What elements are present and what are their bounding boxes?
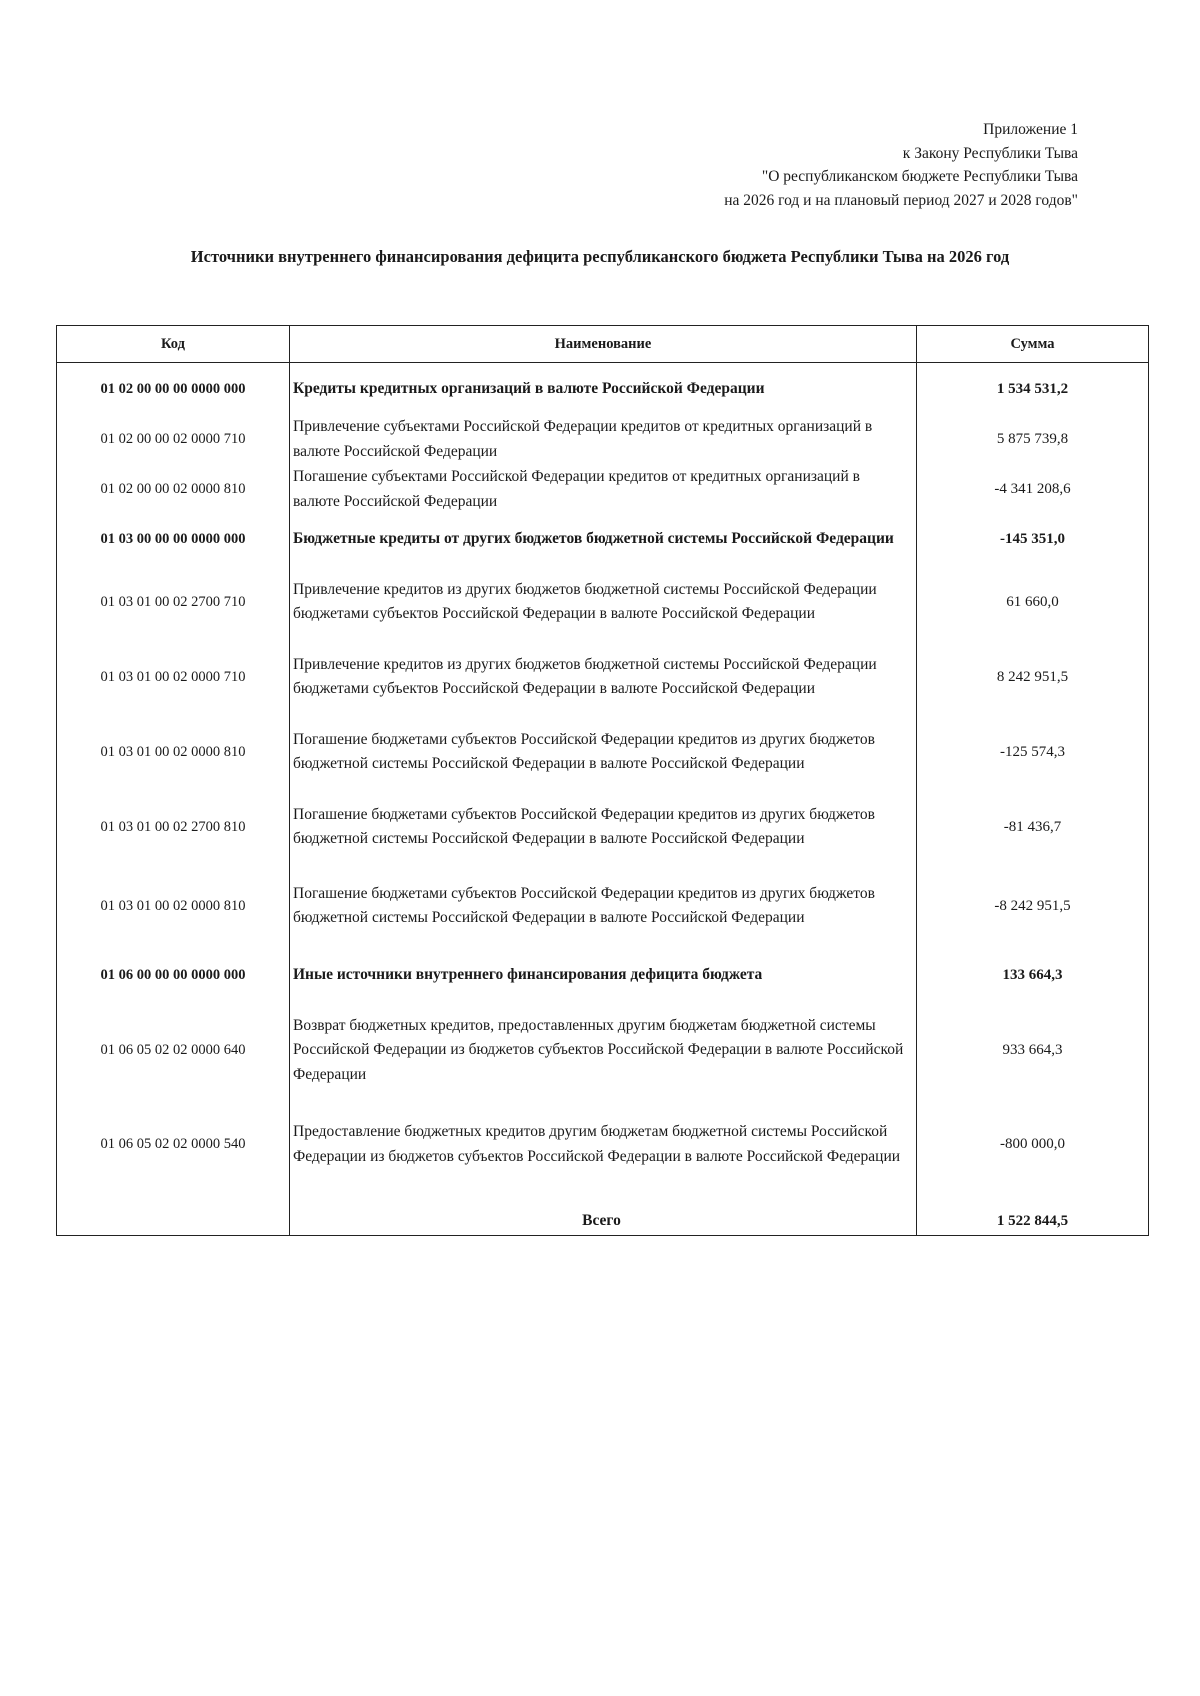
table-row bbox=[57, 1098, 1149, 1192]
table-row bbox=[57, 640, 1149, 715]
table-row bbox=[57, 515, 1149, 565]
appendix-line-2: к Закону Республики Тыва bbox=[902, 144, 1078, 162]
row-sum: -800 000,0 bbox=[917, 1098, 1149, 1192]
row-code: 01 06 05 02 02 0000 640 bbox=[57, 1004, 290, 1098]
table-row bbox=[57, 948, 1149, 1004]
table-total-row bbox=[57, 1192, 1149, 1236]
row-name: Погашение бюджетами субъектов Российской Федерации кредитов из других бюджетов бюджетной системы Российской Федерации в валюте Российской Федерации bbox=[290, 715, 917, 790]
row-code: 01 03 01 00 02 0000 810 bbox=[57, 715, 290, 790]
row-sum: 133 664,3 bbox=[917, 948, 1149, 1004]
total-label: Всего bbox=[290, 1192, 917, 1236]
row-name: Иные источники внутреннего финансирования дефицита бюджета bbox=[290, 948, 917, 1004]
table-row bbox=[57, 565, 1149, 640]
table-row bbox=[57, 715, 1149, 790]
row-sum: 8 242 951,5 bbox=[917, 640, 1149, 715]
row-code: 01 03 01 00 02 0000 710 bbox=[57, 640, 290, 715]
row-sum: -145 351,0 bbox=[917, 515, 1149, 565]
table-row bbox=[57, 865, 1149, 948]
row-code: 01 02 00 00 02 0000 710 bbox=[57, 415, 290, 465]
row-sum: -81 436,7 bbox=[917, 790, 1149, 865]
table-row bbox=[57, 465, 1149, 515]
header-name: Наименование bbox=[290, 326, 917, 363]
row-name: Погашение бюджетами субъектов Российской Федерации кредитов из других бюджетов бюджетной системы Российской Федерации в валюте Российской Федерации bbox=[290, 790, 917, 865]
row-name: Привлечение кредитов из других бюджетов бюджетной системы Российской Федерации бюджетами субъектов Российской Федерации в валюте Российской Федерации bbox=[290, 565, 917, 640]
row-sum: -125 574,3 bbox=[917, 715, 1149, 790]
row-code: 01 02 00 00 02 0000 810 bbox=[57, 465, 290, 515]
row-name: Предоставление бюджетных кредитов другим бюджетам бюджетной системы Российской Федерации из бюджетов субъектов Российской Федерации в валюте Российской Федерации bbox=[290, 1098, 917, 1192]
table-row bbox=[57, 1004, 1149, 1098]
row-code: 01 02 00 00 00 0000 000 bbox=[57, 363, 290, 415]
row-name: Кредиты кредитных организаций в валюте Российской Федерации bbox=[290, 363, 917, 415]
table-row bbox=[57, 790, 1149, 865]
appendix-line-4: на 2026 год и на плановый период 2027 и 2028 годов" bbox=[724, 191, 1078, 209]
row-sum: -4 341 208,6 bbox=[917, 465, 1149, 515]
row-name: Погашение бюджетами субъектов Российской Федерации кредитов из других бюджетов бюджетной системы Российской Федерации в валюте Российской Федерации bbox=[290, 865, 917, 948]
total-code bbox=[57, 1192, 290, 1236]
row-sum: 5 875 739,8 bbox=[917, 415, 1149, 465]
row-code: 01 03 01 00 02 2700 810 bbox=[57, 790, 290, 865]
row-code: 01 06 00 00 00 0000 000 bbox=[57, 948, 290, 1004]
total-sum: 1 522 844,5 bbox=[917, 1192, 1149, 1236]
row-sum: 1 534 531,2 bbox=[917, 363, 1149, 415]
row-name: Погашение субъектами Российской Федерации кредитов от кредитных организаций в валюте Российской Федерации bbox=[290, 465, 917, 515]
header-code: Код bbox=[57, 326, 290, 363]
row-code: 01 03 00 00 00 0000 000 bbox=[57, 515, 290, 565]
row-code: 01 03 01 00 02 2700 710 bbox=[57, 565, 290, 640]
row-name: Привлечение субъектами Российской Федерации кредитов от кредитных организаций в валюте Российской Федерации bbox=[290, 415, 917, 465]
row-sum: 933 664,3 bbox=[917, 1004, 1149, 1098]
row-name: Привлечение кредитов из других бюджетов бюджетной системы Российской Федерации бюджетами субъектов Российской Федерации в валюте Российской Федерации bbox=[290, 640, 917, 715]
row-name: Бюджетные кредиты от других бюджетов бюджетной системы Российской Федерации bbox=[290, 515, 917, 565]
table-header-row bbox=[57, 326, 1149, 363]
appendix-line-1: Приложение 1 bbox=[983, 121, 1078, 138]
row-sum: 61 660,0 bbox=[917, 565, 1149, 640]
appendix-header bbox=[724, 118, 1078, 212]
row-sum: -8 242 951,5 bbox=[917, 865, 1149, 948]
table-row bbox=[57, 363, 1149, 415]
row-name: Возврат бюджетных кредитов, предоставленных другим бюджетам бюджетной системы Российской Федерации из бюджетов субъектов Российской Федерации в валюте Российской Федерации bbox=[290, 1004, 917, 1098]
header-sum: Сумма bbox=[917, 326, 1149, 363]
row-code: 01 03 01 00 02 0000 810 bbox=[57, 865, 290, 948]
row-code: 01 06 05 02 02 0000 540 bbox=[57, 1098, 290, 1192]
table-row bbox=[57, 415, 1149, 465]
appendix-line-3: "О республиканском бюджете Республики Тыва bbox=[761, 168, 1078, 185]
document-title: Источники внутреннего финансирования дефицита республиканского бюджета Республики Тыва на 2026 год bbox=[190, 247, 1010, 266]
financing-sources-table bbox=[56, 325, 1149, 1236]
